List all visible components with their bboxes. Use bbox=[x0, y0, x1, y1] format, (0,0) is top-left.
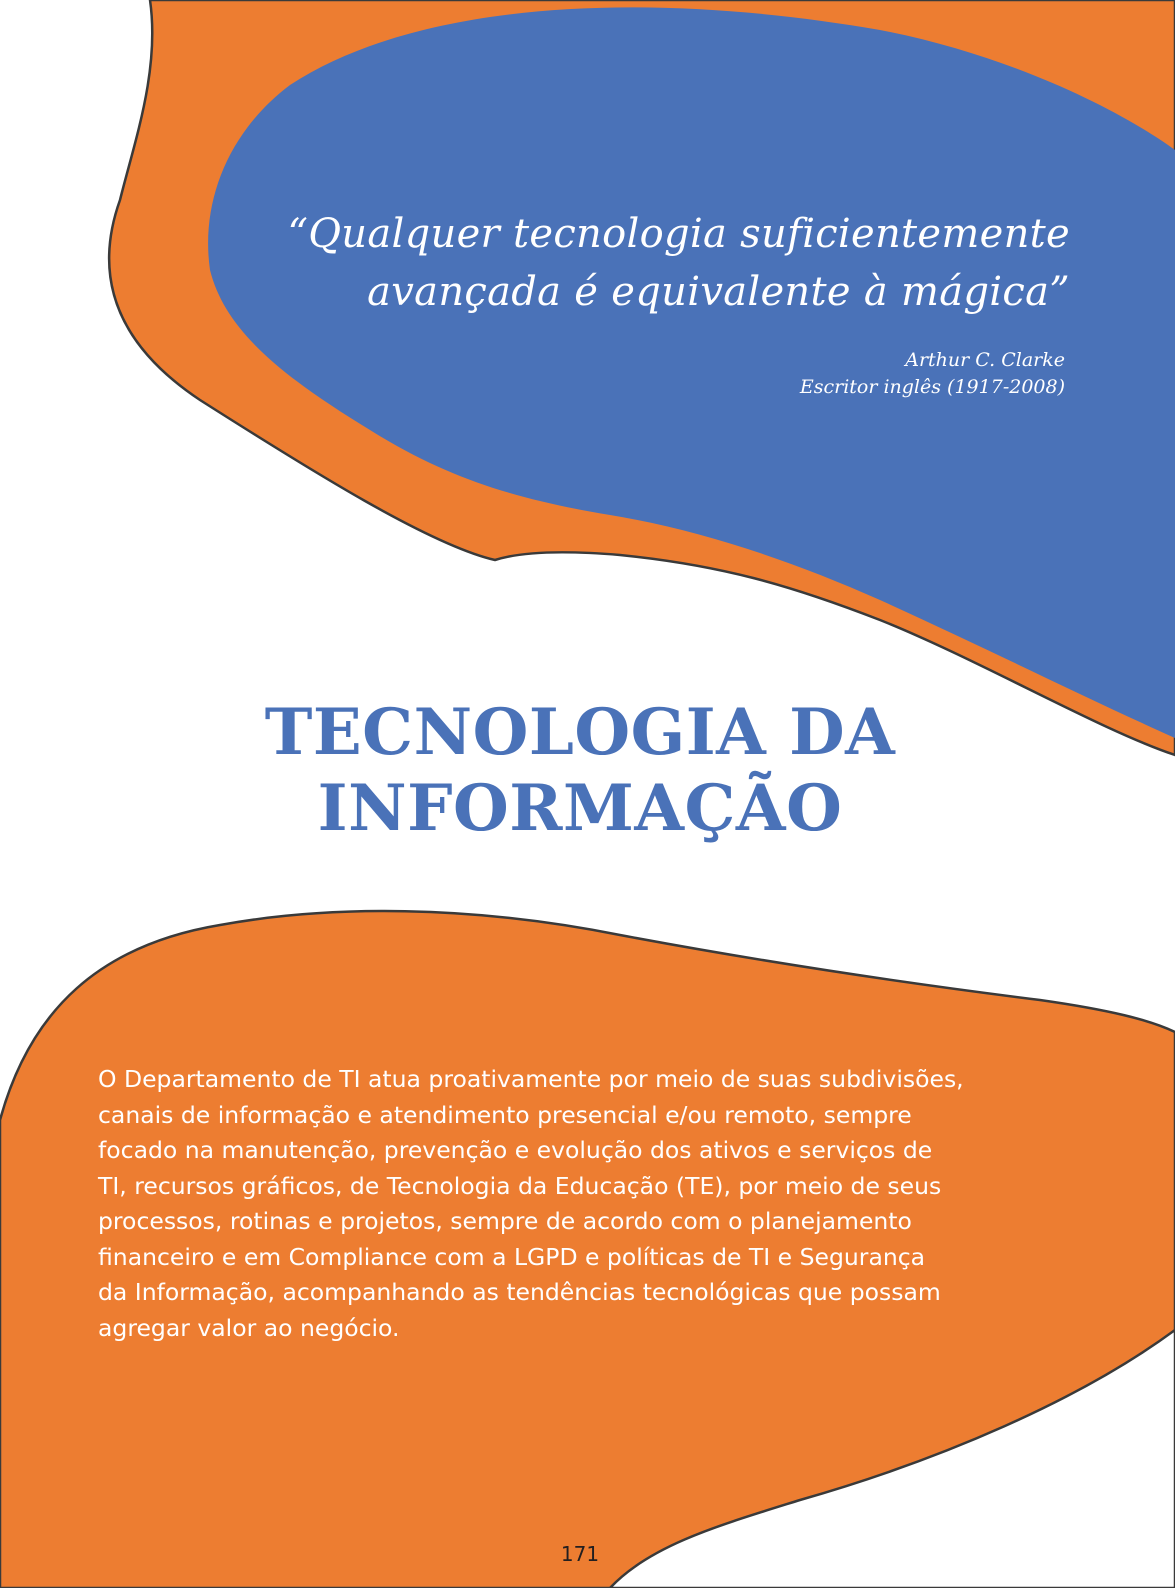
body-line: agregar valor ao negócio. bbox=[98, 1313, 400, 1342]
quote-attribution bbox=[600, 347, 1065, 401]
quote-author: Arthur C. Clarke bbox=[905, 349, 1065, 371]
quote-line: “Qualquer tecnologia suficientemente bbox=[287, 211, 1070, 257]
body-line: canais de informação e atendimento presencial e/ou remoto, sempre bbox=[98, 1100, 912, 1129]
body-line: focado na manutenção, prevenção e evolução dos ativos e serviços de bbox=[98, 1136, 933, 1164]
page-title bbox=[200, 695, 960, 847]
body-line: financeiro e em Compliance com a LGPD e políticas de TI e Segurança bbox=[98, 1242, 926, 1271]
body-line: O Departamento de TI atua proativamente por meio de suas subdivisões, bbox=[98, 1065, 964, 1093]
epigraph-quote bbox=[150, 205, 1070, 321]
body-line: processos, rotinas e projetos, sempre de acordo com o planejamento bbox=[98, 1207, 912, 1235]
quote-author-role: Escritor inglês (1917-2008) bbox=[799, 376, 1065, 398]
page-title-line: INFORMAÇÃO bbox=[317, 771, 843, 846]
quote-line: avançada é equivalente à mágica” bbox=[367, 269, 1070, 315]
body-line: TI, recursos gráficos, de Tecnologia da Educação (TE), por meio de seus bbox=[98, 1171, 942, 1200]
page-title-line: TECNOLOGIA DA bbox=[264, 695, 896, 770]
body-paragraph bbox=[98, 1062, 1038, 1346]
body-line: da Informação, acompanhando as tendências tecnológicas que possam bbox=[98, 1278, 941, 1306]
page-number: 171 bbox=[560, 1542, 600, 1566]
